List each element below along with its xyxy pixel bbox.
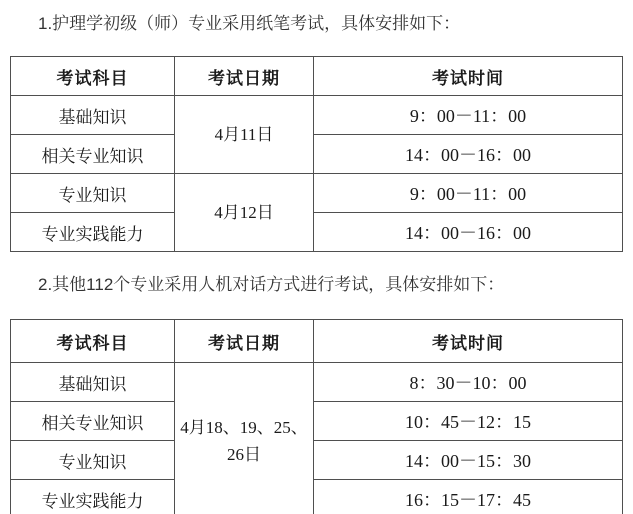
time-cell: 9：00－11：00 xyxy=(314,174,623,213)
time-cell: 14：00－16：00 xyxy=(314,213,623,252)
time-cell: 14：00－15：30 xyxy=(314,441,623,480)
subject-cell: 专业知识 xyxy=(11,174,175,213)
column-header-exam-time: 考试时间 xyxy=(314,320,623,363)
column-header-exam-subject: 考试科目 xyxy=(11,320,175,363)
date-cell: 4月18、19、25、26日 xyxy=(175,363,314,514)
column-header-exam-subject: 考试科目 xyxy=(11,57,175,96)
subject-cell: 基础知识 xyxy=(11,363,175,402)
computer-exam-schedule-table xyxy=(10,319,623,514)
table-row xyxy=(11,363,623,402)
column-header-exam-date: 考试日期 xyxy=(175,320,314,363)
table-row xyxy=(11,480,623,514)
table-header-row xyxy=(11,57,623,96)
paper-exam-schedule-table xyxy=(10,56,623,252)
date-cell: 4月11日 xyxy=(175,96,314,174)
table-row xyxy=(11,96,623,135)
column-header-exam-time: 考试时间 xyxy=(314,57,623,96)
time-cell: 9：00－11：00 xyxy=(314,96,623,135)
table-row xyxy=(11,402,623,441)
subject-cell: 专业实践能力 xyxy=(11,480,175,514)
column-header-exam-date: 考试日期 xyxy=(175,57,314,96)
table-row xyxy=(11,213,623,252)
section1-heading: 1.护理学初级（师）专业采用纸笔考试，具体安排如下： xyxy=(38,14,461,33)
time-cell: 10：45－12：15 xyxy=(314,402,623,441)
subject-cell: 专业实践能力 xyxy=(11,213,175,252)
subject-cell: 专业知识 xyxy=(11,441,175,480)
time-cell: 8：30－10：00 xyxy=(314,363,623,402)
table-row xyxy=(11,135,623,174)
table-row xyxy=(11,441,623,480)
table-row xyxy=(11,174,623,213)
subject-cell: 相关专业知识 xyxy=(11,135,175,174)
subject-cell: 相关专业知识 xyxy=(11,402,175,441)
section2-heading: 2.其他112个专业采用人机对话方式进行考试，具体安排如下： xyxy=(38,275,505,294)
date-cell: 4月12日 xyxy=(175,174,314,252)
subject-cell: 基础知识 xyxy=(11,96,175,135)
time-cell: 16：15－17：45 xyxy=(314,480,623,514)
time-cell: 14：00－16：00 xyxy=(314,135,623,174)
table-header-row xyxy=(11,320,623,363)
